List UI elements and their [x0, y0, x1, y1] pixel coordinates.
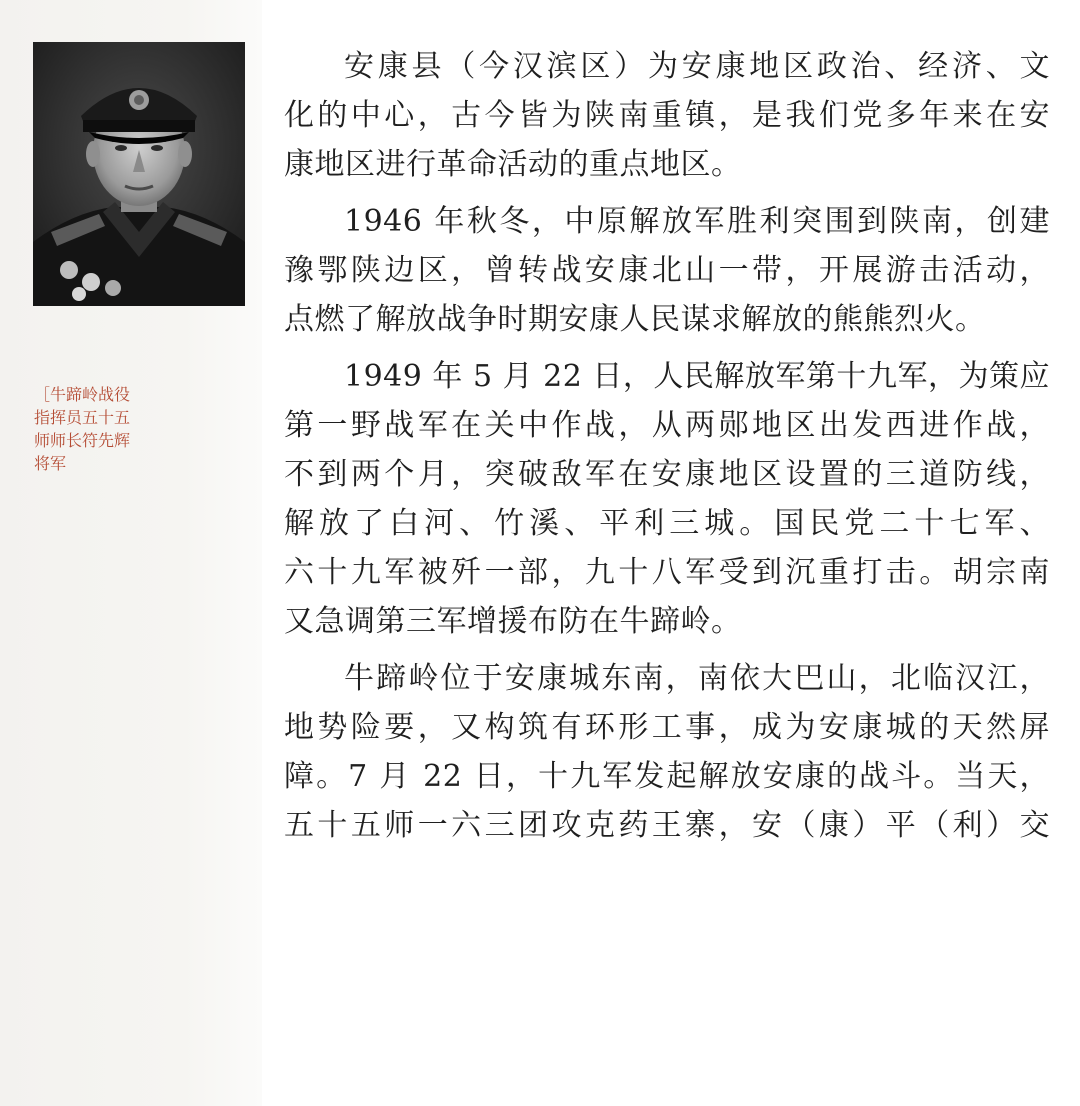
- text-line: 点燃了解放战争时期安康人民谋求解放的熊熊烈火。: [284, 302, 986, 337]
- text-line: 又急调第三军增援布防在牛蹄岭。: [284, 604, 742, 639]
- photo-caption: [34, 383, 164, 475]
- caption-line: ［牛蹄岭战役: [34, 385, 131, 404]
- text-line: 安康县（今汉滨区）为安康地区政治、经济、文: [344, 49, 1050, 84]
- text-line: 1949 年 5 月 22 日，人民解放军第十九军，为策应: [344, 359, 1050, 394]
- caption-line: 师师长符先辉: [34, 431, 131, 450]
- paragraph: [284, 197, 1050, 344]
- caption-line: 将军: [34, 454, 67, 473]
- text-line: 牛蹄岭位于安康城东南，南依大巴山，北临汉江，: [344, 661, 1050, 696]
- text-line: 不到两个月，突破敌军在安康地区设置的三道防线，: [284, 457, 1050, 492]
- text-line: 障。7 月 22 日，十九军发起解放安康的战斗。当天，: [284, 759, 1050, 794]
- paragraph: [284, 42, 1050, 189]
- article-body: [284, 42, 1050, 858]
- text-line: 化的中心，古今皆为陕南重镇，是我们党多年来在安: [284, 98, 1050, 133]
- general-portrait-photo: [33, 42, 245, 306]
- text-line: 地势险要，又构筑有环形工事，成为安康城的天然屏: [284, 710, 1050, 745]
- portrait-illustration: [33, 42, 245, 306]
- text-line: 康地区进行革命活动的重点地区。: [284, 147, 742, 182]
- caption-line: 指挥员五十五: [34, 408, 131, 427]
- text-line: 六十九军被歼一部，九十八军受到沉重打击。胡宗南: [284, 555, 1050, 590]
- text-line: 五十五师一六三团攻克药王寨，安（康）平（利）交: [284, 808, 1050, 843]
- text-line: 豫鄂陕边区，曾转战安康北山一带，开展游击活动，: [284, 253, 1050, 288]
- text-line: 解放了白河、竹溪、平利三城。国民党二十七军、: [284, 506, 1050, 541]
- text-line: 第一野战军在关中作战，从两郧地区出发西进作战，: [284, 408, 1050, 443]
- paragraph: [284, 352, 1050, 646]
- paragraph: [284, 654, 1050, 850]
- left-sidebar: [0, 0, 262, 1106]
- text-line: 1946 年秋冬，中原解放军胜利突围到陕南，创建: [344, 204, 1050, 239]
